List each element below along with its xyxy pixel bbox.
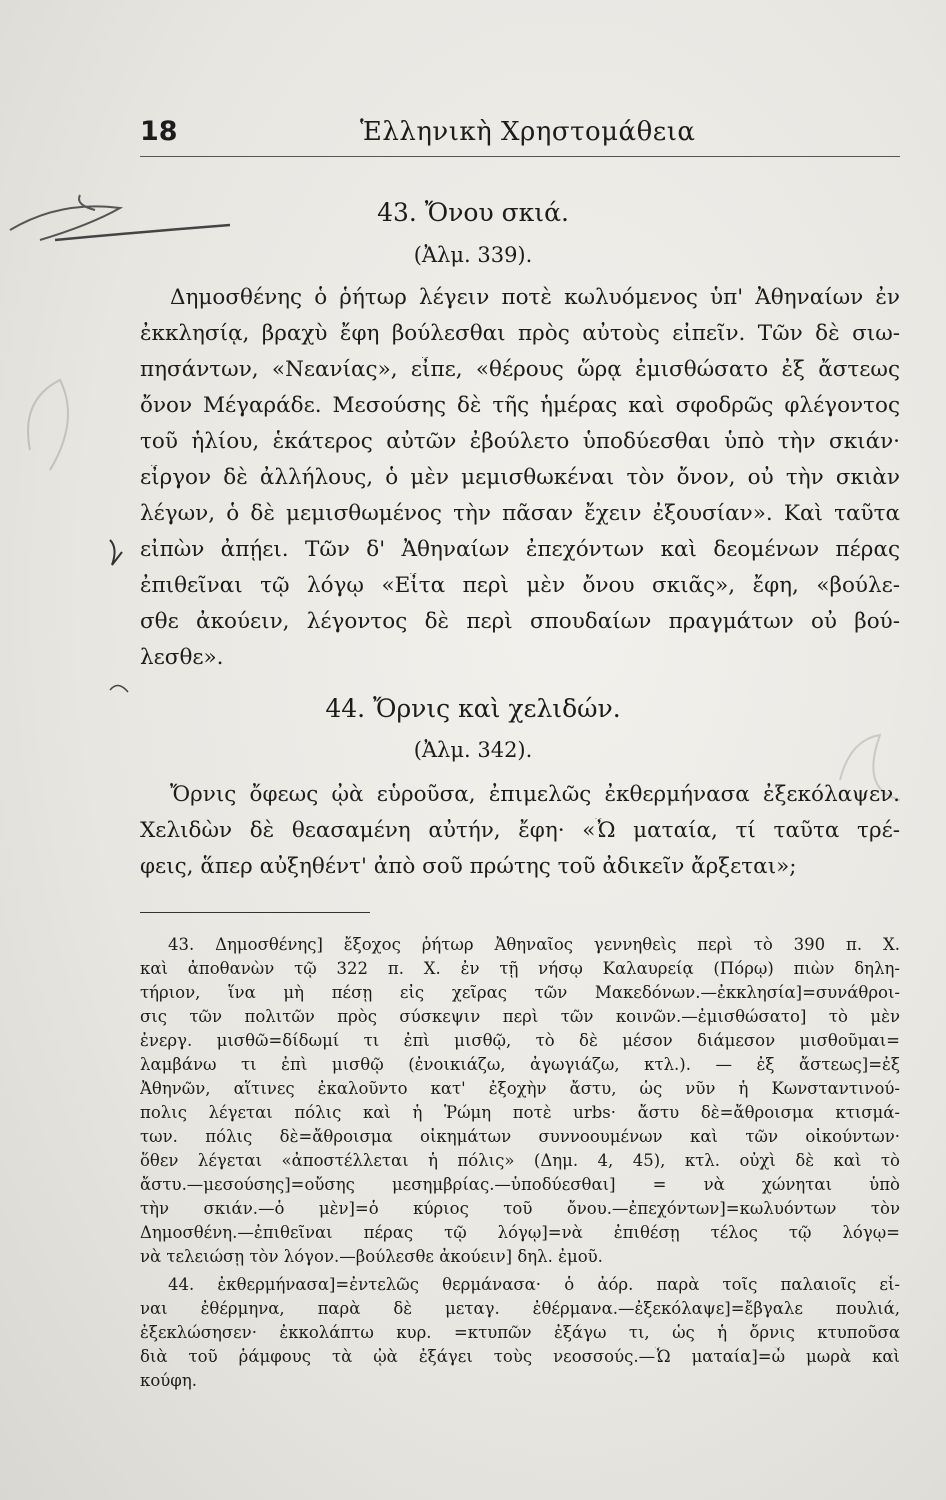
footnote-43-line: νὰ τελειώσῃ τὸν λόγον.—βούλεσθε ἀκούειν] δηλ. ἐμοῦ. — [140, 1247, 603, 1266]
footnote-43-line: Ἀθηνῶν, αἵτινες ἐκαλοῦντο κατ' ἐξοχὴν ἄστυ, ὡς νῦν ἡ Κωνσταντινού- — [140, 1079, 900, 1098]
footnote-43-line: τὴν σκιάν.—ὁ μὲν]=ὁ κύριος τοῦ ὄνου.—ἐπεχόντων]=κωλυόντων τὸν — [140, 1199, 900, 1218]
page-header — [140, 112, 900, 157]
story-43-line: ὄνον Μέγαράδε. Μεσούσης δὲ τῆς ἡμέρας καὶ σφοδρῶς φλέγοντος — [140, 393, 900, 418]
footnote-43-line: σις τῶν πολιτῶν πρὸς σύσκεψιν περὶ τῶν κοινῶν.—ἐμισθώσατο] τὸ μὲν — [140, 1007, 900, 1026]
footnote-43-line: 43. Δημοσθένης] ἔξοχος ῥήτωρ Ἀθηναῖος γεννηθεὶς περὶ τὸ 390 π. Χ. — [168, 935, 900, 954]
story-44-source: (Ἀλμ. 342). — [413, 738, 533, 762]
story-43-line: ἐπιθεῖναι τῷ λόγῳ «Εἶτα περὶ μὲν ὄνου σκιᾶς», ἔφη, «βούλε- — [140, 573, 900, 598]
story-43-line: εἶργον δὲ ἀλλήλους, ὁ μὲν μεμισθωκέναι τὸν ὄνον, οὐ τὴν σκιὰν — [140, 465, 900, 490]
story-43-line: λέγων, ὁ δὲ μεμισθωμένος τὴν πᾶσαν ἔχειν ἐξουσίαν». Καὶ ταῦτα — [140, 501, 900, 526]
footnote-43-line: Δημοσθένη.—ἐπιθεῖναι πέρας τῷ λόγῳ]=νὰ ἐπιθέσῃ τέλος τῷ λόγῳ= — [140, 1223, 900, 1242]
footnote-43-line: καὶ ἀποθανὼν τῷ 322 π. Χ. ἐν τῇ νήσῳ Καλαυρείᾳ (Πόρῳ) πιὼν δηλη- — [140, 959, 900, 978]
footnote-43-line: ἄστυ.—μεσούσης]=οὔσης μεσημβρίας.—ὑποδύεσθαι] = νὰ χώνηται ὑπὸ — [140, 1175, 900, 1194]
footnote-44-line: ναι ἐθέρμηνα, παρὰ δὲ μεταγ. ἐθέρμανα.—ἐξεκόλαψε]=ἔβγαλε πουλιά, — [140, 1299, 900, 1318]
story-43-line: πησάντων, «Νεανίας», εἶπε, «θέρους ὥρᾳ ἐμισθώσατο ἐξ ἄστεως — [140, 357, 900, 382]
footnote-43-line: ἐνεργ. μισθῶ=δίδωμί τι ἐπὶ μισθῷ, τὸ δὲ μέσον διάμεσον μισθοῦμαι= — [140, 1031, 900, 1050]
story-43-line: τοῦ ἡλίου, ἑκάτερος αὐτῶν ἐβούλετο ὑποδύεσθαι ὑπὸ τὴν σκιάν· — [140, 429, 900, 454]
footnote-43-line: λαμβάνω τι ἐπὶ μισθῷ (ἐνοικιάζω, ἀγωγιάζω, κτλ.). — ἐξ ἄστεως]=ἐξ — [140, 1055, 900, 1074]
footnote-43-line: ὅθεν λέγεται «ἀποστέλλεται ἡ πόλις» (Δημ. 4, 45), κτλ. οὐχὶ δὲ καὶ τὸ — [140, 1151, 900, 1170]
story-43-line: λεσθε». — [140, 645, 224, 670]
footnote-43-line: πολις λέγεται πόλις καὶ ἡ Ῥώμη ποτὲ urbs· ἄστυ δὲ=ἄθροισμα κτισμά- — [140, 1103, 900, 1122]
footnote-44-line: διὰ τοῦ ῥάμφους τὰ ᾠὰ ἐξάγει τοὺς νεοσσούς.—Ὦ ματαία]=ὦ μωρὰ καὶ — [140, 1347, 900, 1366]
footnote-43-line: των. πόλις δὲ=ἄθροισμα οἰκημάτων συννοουμένων καὶ τῶν οἰκούντων· — [140, 1127, 900, 1146]
story-44-line: Ὄρνις ὄφεως ᾠὰ εὑροῦσα, ἐπιμελῶς ἐκθερμήνασα ἐξεκόλαψεν. — [170, 782, 900, 807]
story-44-line: φεις, ἅπερ αὐξηθέντ' ἀπὸ σοῦ πρώτης τοῦ ἀδικεῖν ἄρξεται»; — [140, 854, 797, 879]
footnote-43-line: τήριον, ἵνα μὴ πέσῃ εἰς χεῖρας τῶν Μακεδόνων.—ἐκκλησία]=συνάθροι- — [140, 983, 900, 1002]
page-number: 18 — [140, 116, 178, 147]
story-43-title: 43. Ὄνου σκιά. — [377, 198, 569, 227]
story-44-line: Χελιδὼν δὲ θεασαμένη αὐτήν, ἔφη· «Ὦ ματαία, τί ταῦτα τρέ- — [140, 818, 900, 843]
story-43-line: σθε ἀκούειν, λέγοντος δὲ περὶ σπουδαίων πραγμάτων οὐ βού- — [140, 609, 900, 634]
story-43-line: εἰπὼν ἀπῄει. Τῶν δ' Ἀθηναίων ἐπεχόντων καὶ δεομένων πέρας — [140, 537, 900, 562]
story-43-line: Δημοσθένης ὁ ῥήτωρ λέγειν ποτὲ κωλυόμενος ὑπ' Ἀθηναίων ἐν — [170, 285, 900, 310]
story-43-source: (Ἀλμ. 339). — [413, 243, 533, 267]
footnote-44-line: 44. ἐκθερμήνασα]=ἐντελῶς θερμάνασα· ὁ ἀόρ. παρὰ τοῖς παλαιοῖς εἶ- — [168, 1275, 900, 1294]
footnote-44-line: ἐξεκλώσησεν· ἐκκολάπτω κυρ. =κτυπῶν ἐξάγω τι, ὡς ἡ ὄρνις κτυποῦσα — [140, 1323, 900, 1342]
story-44-title: 44. Ὄρνις καὶ χελιδών. — [325, 694, 621, 723]
story-43-line: ἐκκλησίᾳ, βραχὺ ἔφη βούλεσθαι πρὸς αὐτοὺς εἰπεῖν. Τῶν δὲ σιω- — [140, 321, 900, 346]
running-title: Ἑλληνικὴ Χρηστομάθεια — [360, 117, 696, 147]
footnote-separator — [140, 912, 370, 913]
footnote-44-line: κούφη. — [140, 1371, 197, 1390]
